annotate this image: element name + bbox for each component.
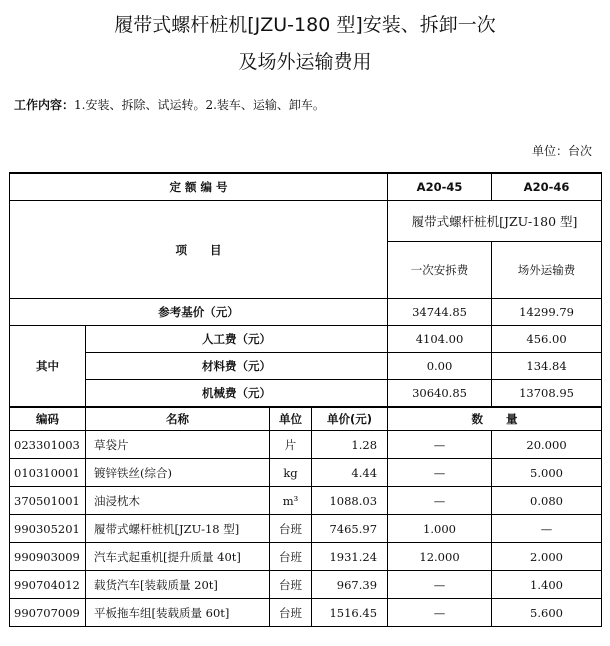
machine-cost-row xyxy=(10,380,602,408)
row-qty-1: — xyxy=(388,487,492,515)
page-subtitle: 及场外运输费用 xyxy=(238,51,372,73)
col-code: 编码 xyxy=(10,407,86,431)
row-name: 平板拖车组[装载质量 60t] xyxy=(86,599,270,627)
quota-code-2: A20-46 xyxy=(492,173,602,201)
row-code: 010310001 xyxy=(10,459,86,487)
work-content-text: 1.安装、拆除、试运转。2.装车、运输、卸车。 xyxy=(74,98,325,112)
machine-cost-label: 机械费（元） xyxy=(86,380,388,408)
row-unit: 台班 xyxy=(270,571,312,599)
row-code: 023301003 xyxy=(10,431,86,459)
row-qty-2: 2.000 xyxy=(492,543,602,571)
row-name: 载货汽车[装载质量 20t] xyxy=(86,571,270,599)
col-name: 名称 xyxy=(86,407,270,431)
material-cost-row xyxy=(10,353,602,380)
resource-rows xyxy=(10,431,602,627)
base-price-2: 14299.79 xyxy=(492,299,602,326)
table-row xyxy=(10,515,602,543)
base-price-row xyxy=(10,299,602,326)
row-qty-2: 5.000 xyxy=(492,459,602,487)
quota-code-1: A20-45 xyxy=(388,173,492,201)
row-qty-2: — xyxy=(492,515,602,543)
row-code: 990707009 xyxy=(10,599,86,627)
machine-cost-1: 30640.85 xyxy=(388,380,492,408)
work-content-label: 工作内容： xyxy=(14,98,75,112)
row-code: 990704012 xyxy=(10,571,86,599)
row-qty-1: — xyxy=(388,431,492,459)
table-row xyxy=(10,459,602,487)
table-row xyxy=(10,571,602,599)
row-name: 镀锌铁丝(综合) xyxy=(86,459,270,487)
row-unit: 台班 xyxy=(270,599,312,627)
sub-item-2: 场外运输费 xyxy=(492,242,602,299)
labor-cost-row xyxy=(10,326,602,353)
base-price-1: 34744.85 xyxy=(388,299,492,326)
row-unit: m³ xyxy=(270,487,312,515)
column-header-row xyxy=(10,407,602,431)
page-title: 履带式螺杆桩机[JZU-180 型]安装、拆卸一次 xyxy=(114,14,496,36)
table-row xyxy=(10,487,602,515)
row-qty-1: — xyxy=(388,459,492,487)
row-name: 履带式螺杆桩机[JZU-18 型] xyxy=(86,515,270,543)
row-qty-1: — xyxy=(388,571,492,599)
row-qty-1: — xyxy=(388,599,492,627)
work-content xyxy=(14,96,325,113)
row-qty-2: 5.600 xyxy=(492,599,602,627)
quota-table xyxy=(9,172,602,627)
sub-item-1: 一次安拆费 xyxy=(388,242,492,299)
material-cost-2: 134.84 xyxy=(492,353,602,380)
row-name: 汽车式起重机[提升质量 40t] xyxy=(86,543,270,571)
row-price: 967.39 xyxy=(312,571,388,599)
row-qty-2: 1.400 xyxy=(492,571,602,599)
unit-label: 单位：台次 xyxy=(531,144,592,158)
labor-cost-2: 456.00 xyxy=(492,326,602,353)
col-qty: 数 量 xyxy=(388,407,602,431)
row-code: 370501001 xyxy=(10,487,86,515)
row-qty-1: 12.000 xyxy=(388,543,492,571)
row-price: 1.28 xyxy=(312,431,388,459)
quota-no-label: 定 额 编 号 xyxy=(10,173,388,201)
table-row xyxy=(10,543,602,571)
row-name: 油浸枕木 xyxy=(86,487,270,515)
row-unit: kg xyxy=(270,459,312,487)
table-row xyxy=(10,599,602,627)
row-name: 草袋片 xyxy=(86,431,270,459)
row-unit: 片 xyxy=(270,431,312,459)
row-qty-1: 1.000 xyxy=(388,515,492,543)
col-price: 单价(元) xyxy=(312,407,388,431)
row-code: 990903009 xyxy=(10,543,86,571)
labor-cost-1: 4104.00 xyxy=(388,326,492,353)
machine-name: 履带式螺杆桩机[JZU-180 型] xyxy=(388,201,602,242)
item-label: 项 目 xyxy=(10,201,388,299)
material-cost-1: 0.00 xyxy=(388,353,492,380)
material-cost-label: 材料费（元） xyxy=(86,353,388,380)
row-qty-2: 0.080 xyxy=(492,487,602,515)
base-price-label: 参考基价（元） xyxy=(10,299,388,326)
labor-cost-label: 人工费（元） xyxy=(86,326,388,353)
row-unit: 台班 xyxy=(270,515,312,543)
machine-cost-2: 13708.95 xyxy=(492,380,602,408)
row-price: 1516.45 xyxy=(312,599,388,627)
row-price: 4.44 xyxy=(312,459,388,487)
quota-no-row xyxy=(10,173,602,201)
row-price: 7465.97 xyxy=(312,515,388,543)
item-row xyxy=(10,201,602,242)
table-row xyxy=(10,431,602,459)
among-label: 其中 xyxy=(10,326,86,408)
row-code: 990305201 xyxy=(10,515,86,543)
row-unit: 台班 xyxy=(270,543,312,571)
col-unit: 单位 xyxy=(270,407,312,431)
row-price: 1088.03 xyxy=(312,487,388,515)
row-price: 1931.24 xyxy=(312,543,388,571)
row-qty-2: 20.000 xyxy=(492,431,602,459)
